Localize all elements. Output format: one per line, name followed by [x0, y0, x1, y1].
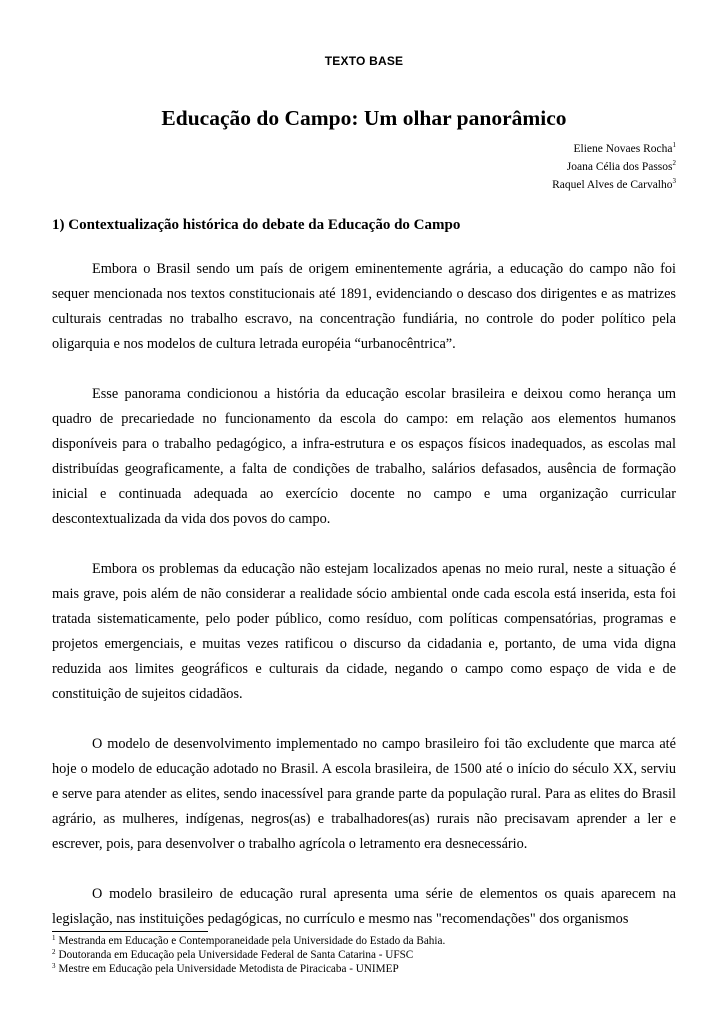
footnote — [52, 948, 676, 962]
paragraph: O modelo de desenvolvimento implementado no campo brasileiro foi tão excludente que marca até hoje o modelo de educação adotado no Brasil. A escola brasileira, de 1500 até o início do século XX, serviu e serve para atender as elites, sendo inacessível para grande parte da população rural. Para as elites do Brasil agrário, as mulheres, indígenas, negros(as) e trabalhadores(as) rurais não precisavam aprender a ler e escrever, pois, para desenvolver o trabalho agrícola o letramento era desnecessário. — [52, 736, 676, 852]
document-title: Educação do Campo: Um olhar panorâmico — [161, 106, 567, 130]
paragraph: Embora o Brasil sendo um país de origem eminentemente agrária, a educação do campo não foi sequer mencionada nos textos constitucionais até 1891, evidenciando o descaso dos dirigentes e as matrizes culturais centradas no trabalho escravo, na concentração fundiária, no controle do poder político pela oligarquia e nos modelos de cultura letrada européia “urbanocêntrica”. — [52, 261, 676, 352]
footnote-mark: 2 — [52, 948, 56, 956]
author-name: Joana Célia dos Passos — [566, 161, 673, 173]
footnote — [52, 934, 676, 948]
footnote — [52, 962, 676, 976]
footnote-mark: 1 — [52, 934, 56, 942]
paragraph: O modelo brasileiro de educação rural apresenta uma série de elementos os quais aparecem na legislação, nas instituições pedagógicas, no currículo e mesmo nas "recomendações" dos organismos — [52, 886, 676, 927]
footnote-text: Mestre em Educação pela Universidade Metodista de Piracicaba - UNIMEP — [58, 963, 399, 975]
author-line — [552, 176, 676, 194]
document-kicker: TEXTO BASE — [324, 54, 404, 68]
author-footnote-mark: 2 — [672, 159, 676, 167]
footnote-text: Doutoranda em Educação pela Universidade Federal de Santa Catarina - UFSC — [58, 949, 414, 961]
paragraph: Esse panorama condicionou a história da educação escolar brasileira e deixou como herança um quadro de precariedade no funcionamento da escola do campo: em relação aos elementos humanos disponíveis para o trabalho pedagógico, a infra-estrutura e os espaços físicos inadequados, as escolas mal distribuídas geograficamente, a falta de condições de trabalho, salários defasados, ausência de formação inicial e continuada adequada ao exercício docente no campo e uma organização curricular descontextualizada da vida dos povos do campo. — [52, 386, 676, 527]
section-heading: 1) Contextualização histórica do debate da Educação do Campo — [52, 217, 461, 233]
author-footnote-mark: 3 — [672, 177, 676, 185]
footnote-mark: 3 — [52, 962, 56, 970]
author-footnote-mark: 1 — [672, 141, 676, 149]
author-list — [552, 140, 676, 194]
author-line — [552, 158, 676, 176]
footnotes — [52, 934, 676, 976]
body-text — [52, 257, 676, 957]
author-name: Eliene Novaes Rocha — [573, 143, 673, 155]
author-line — [552, 140, 676, 158]
footnote-separator — [52, 931, 208, 932]
author-name: Raquel Alves de Carvalho — [552, 179, 673, 191]
document-page — [52, 0, 676, 1031]
footnote-text: Mestranda em Educação e Contemporaneidade pela Universidade do Estado da Bahia. — [58, 935, 446, 947]
paragraph: Embora os problemas da educação não estejam localizados apenas no meio rural, neste a situação é mais grave, pois além de não considerar a realidade sócio ambiental onde cada escola está inserida, esta foi tratada sistematicamente, pelo poder público, como resíduo, com políticas compensatórias, programas e projetos emergenciais, e muitas vezes ratificou o discurso da cidadania e, portanto, de uma vida digna reduzida aos limites geográficos e culturais da cidade, negando o campo como espaço de vida e de constituição de sujeitos cidadãos. — [52, 561, 676, 702]
